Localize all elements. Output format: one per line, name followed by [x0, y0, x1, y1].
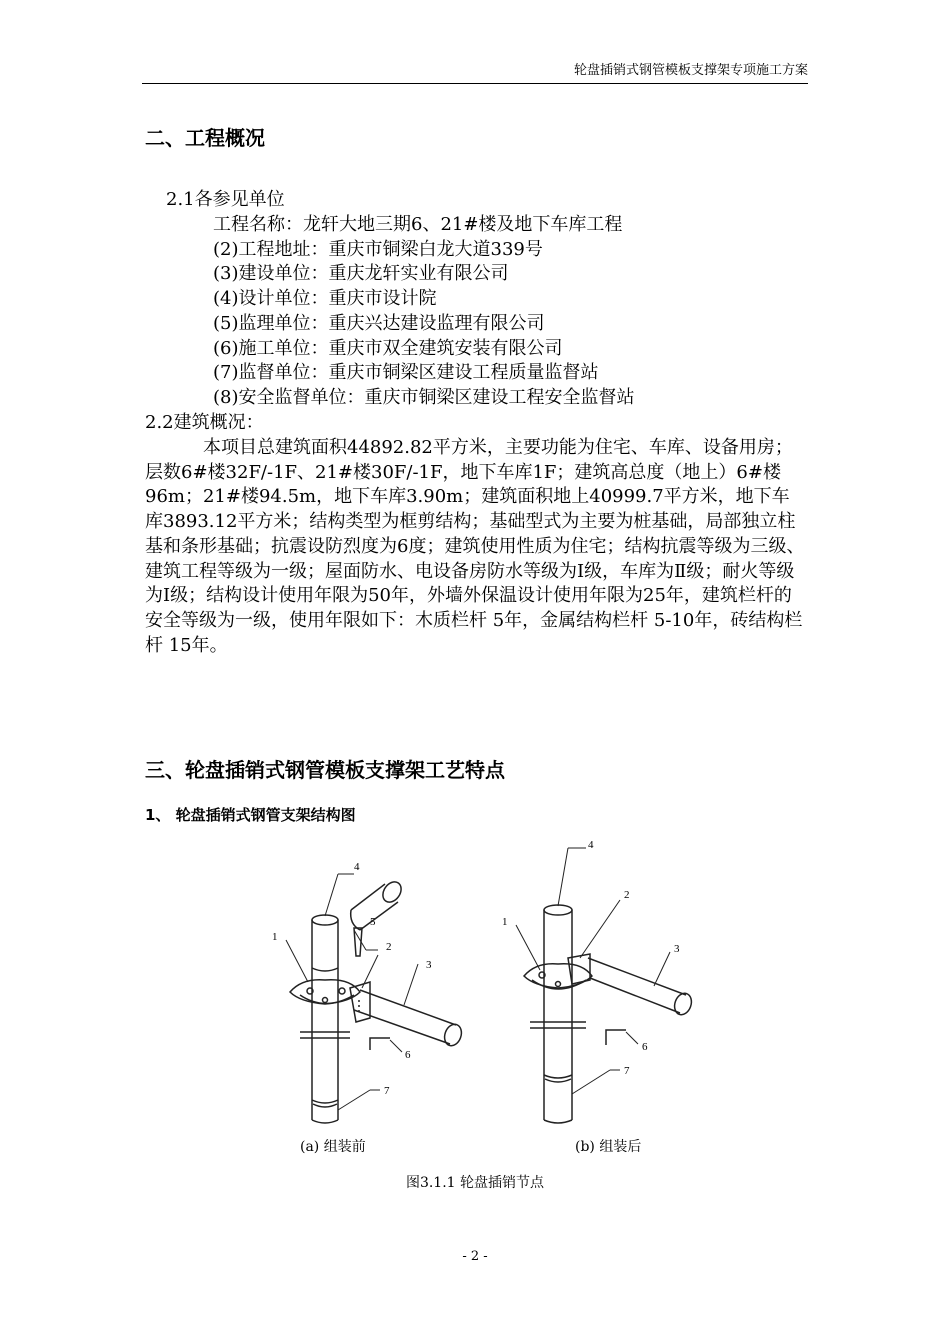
label-a-6: 6: [405, 1049, 411, 1061]
subsection-2-2-title: 2.2建筑概况：: [145, 412, 264, 433]
header-rule: [142, 83, 808, 84]
page-number: - 2 -: [462, 1249, 488, 1264]
wheel-pin-joint-figure: [250, 830, 710, 1134]
label-a-2: 2: [386, 941, 392, 953]
unit-item: (3)建设单位：重庆龙轩实业有限公司: [213, 263, 509, 284]
label-a-4: 4: [354, 861, 360, 873]
label-a-5: 5: [370, 916, 376, 928]
subsection-2-1-title: 2.1各参见单位: [166, 189, 285, 210]
caption-a: (a) 组装前: [300, 1139, 366, 1155]
label-b-4: 4: [588, 839, 594, 851]
unit-item: (4)设计单位：重庆市设计院: [213, 288, 437, 309]
unit-item: (2)工程地址：重庆市铜梁白龙大道339号: [213, 239, 543, 260]
figure-title: 图3.1.1 轮盘插销节点: [405, 1175, 545, 1191]
unit-item: 工程名称：龙轩大地三期6、21#楼及地下车库工程: [213, 214, 623, 235]
label-b-3: 3: [674, 943, 680, 955]
building-overview-paragraph: [145, 436, 807, 658]
unit-item: (5)监理单位：重庆兴达建设监理有限公司: [213, 313, 545, 334]
unit-item: (7)监督单位：重庆市铜梁区建设工程质量监督站: [213, 362, 599, 383]
subsection-3-1-title: 1、 轮盘插销式钢管支架结构图: [145, 806, 356, 824]
label-b-1: 1: [502, 916, 508, 928]
unit-item: (6)施工单位：重庆市双全建筑安装有限公司: [213, 338, 563, 359]
label-a-3: 3: [426, 959, 432, 971]
label-a-7: 7: [384, 1085, 390, 1097]
caption-b: (b) 组装后: [575, 1139, 642, 1155]
section-2-heading: 二、工程概况: [145, 126, 265, 150]
joint-diagram-svg: [250, 830, 710, 1130]
label-b-7: 7: [624, 1065, 630, 1077]
diagram-b: [516, 848, 694, 1123]
building-overview-text: 本项目总建筑面积44892.82平方米，主要功能为住宅、车库、设备用房；层数6#楼32F/-1F、21#楼30F/-1F，地下车库1F；建筑高总度（地上）6#楼96m；21#楼94.5m，地下车库3.90m；建筑面积地上40999.7平方米，地下车库3893.12平方米；结构类型为框剪结构；基础型式为主要为桩基础，局部独立柱基和条形基础；抗震设防烈度为6度；建筑使用性质为住宅；结构抗震等级为三级、建筑工程等级为一级；屋面防水、电设备房防水等级为Ⅰ级，车库为Ⅱ级；耐火等级为Ⅰ级；结构设计使用年限为50年，外墙外保温设计使用年限为25年，建筑栏杆的安全等级为一级，使用年限如下：木质栏杆 5年，金属结构栏杆 5-10年，砖结构栏杆 15年。: [145, 437, 805, 656]
diagram-a: [286, 874, 464, 1123]
section-3-heading: 三、轮盘插销式钢管模板支撑架工艺特点: [145, 758, 505, 782]
label-a-1: 1: [272, 931, 278, 943]
label-b-2: 2: [624, 889, 630, 901]
page-header: 轮盘插销式钢管模板支撑架专项施工方案: [573, 63, 808, 78]
unit-item: (8)安全监督单位：重庆市铜梁区建设工程安全监督站: [213, 387, 635, 408]
label-b-6: 6: [642, 1041, 648, 1053]
